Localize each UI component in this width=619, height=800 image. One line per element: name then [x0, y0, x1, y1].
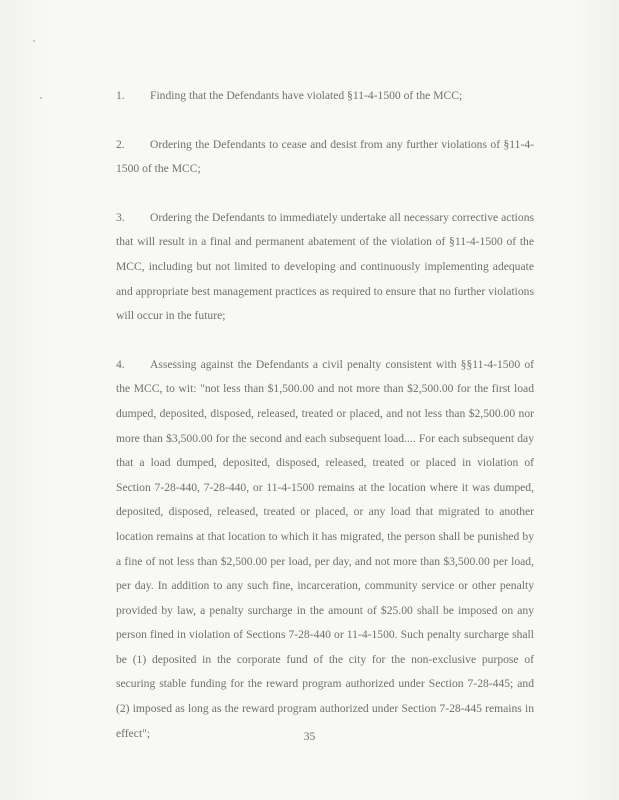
scan-speck: [40, 97, 42, 99]
paragraph-3: [116, 206, 534, 329]
paragraph-4: [116, 353, 534, 747]
paragraph-number: 2.: [116, 137, 125, 151]
scan-speck: [33, 40, 35, 42]
paragraph-number: 3.: [116, 210, 125, 224]
paragraph-text: Ordering the Defendants to immediately undertake all necessary corrective actions that will result in a final and permanent abatement of the violation of §11-4-1500 of the MCC, including but not limited to developing and continuously implementing adequate and appropriate best management practices as required to ensure that no further violations will occur in the future;: [116, 210, 534, 323]
paragraph-text: Finding that the Defendants have violated §11-4-1500 of the MCC;: [150, 89, 463, 102]
paragraph-1: [116, 84, 534, 109]
paragraph-text: Ordering the Defendants to cease and desist from any further violations of §11-4-1500 of the MCC;: [116, 137, 534, 176]
document-body: [116, 84, 534, 746]
paragraph-2: [116, 133, 534, 182]
paragraph-number: 4.: [116, 357, 125, 371]
paragraph-text: Assessing against the Defendants a civil penalty consistent with §§11-4-1500 of the MCC, to wit: "not less than $1,500.00 and not more than $2,500.00 for the first load dumped, deposited, disposed, released, treated or placed, and not less than $2,500.00 nor more than $3,500.00 for the second and each subsequent load.... For each subsequent day that a load dumped, deposited, disposed, released, treated or placed in violation of Section 7-28-440, 7-28-440, or 11-4-1500 remains at the location where it was dumped, deposited, disposed, released, treated or placed, or any load that migrated to another location remains at that location to which it has migrated, the person shall be punished by a fine of not less than $2,500.00 per load, per day, and not more than $3,500.00 per load, per day. In addition to any such fine, incarceration, community service or other penalty provided by law, a penalty surcharge in the amount of $25.00 shall be imposed on any person fined in violation of Sections 7-28-440 or 11-4-1500. Such penalty surcharge shall be (1) deposited in the corporate fund of the city for the non-exclusive purpose of securing stable funding for the reward program authorized under Section 7-28-445; and (2) imposed as long as the reward program authorized under Section 7-28-445 remains in effect";: [116, 357, 534, 740]
page-number: 35: [303, 730, 316, 743]
paragraph-number: 1.: [116, 89, 125, 102]
